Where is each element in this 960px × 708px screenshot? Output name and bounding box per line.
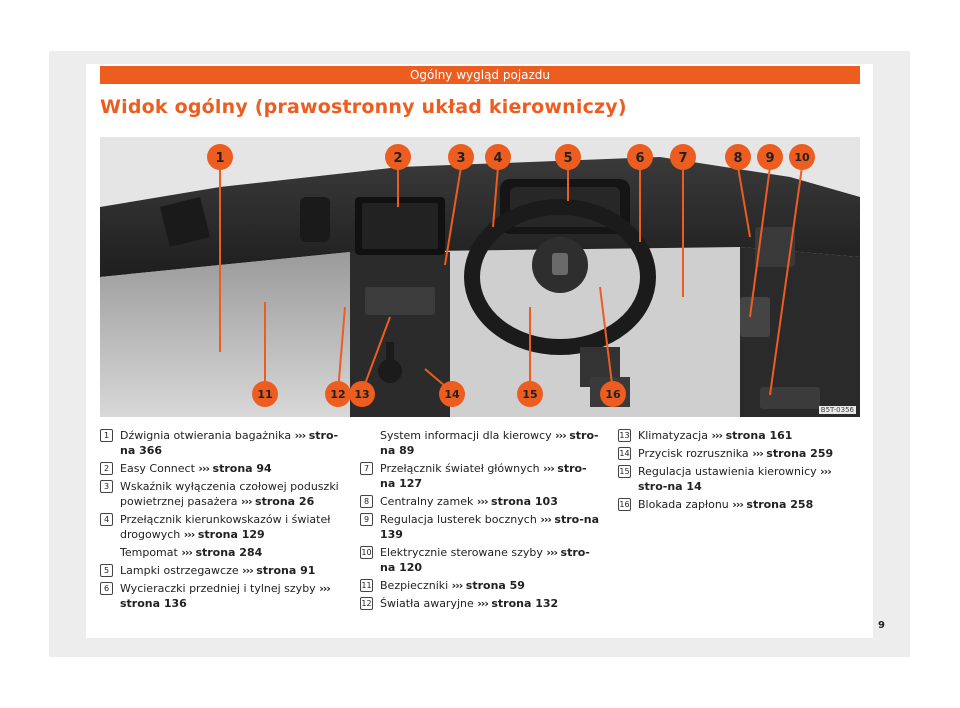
callout-6: [627, 144, 653, 170]
callout-16: [600, 381, 626, 407]
svg-text:7: 7: [678, 151, 688, 166]
svg-text:13: 13: [354, 388, 370, 401]
item-number: 1: [100, 429, 113, 442]
legend-item: 15 Regulacja ustawienia kierownicy ››› stro-na 14: [619, 465, 831, 493]
svg-text:16: 16: [605, 388, 621, 401]
svg-text:6: 6: [635, 151, 645, 166]
callout-8: [725, 144, 751, 170]
item-number: 11: [361, 581, 372, 590]
svg-text:1: 1: [215, 151, 225, 166]
callout-10: [789, 144, 815, 170]
item-number: 16: [619, 500, 630, 509]
svg-text:8: 8: [733, 151, 743, 166]
item-number: 6: [100, 582, 113, 595]
svg-text:3: 3: [456, 151, 466, 166]
item-number: 13: [619, 431, 630, 440]
callout-3: [448, 144, 474, 170]
callout-14: [439, 381, 465, 407]
legend-column-3: [618, 428, 858, 515]
callout-11: [252, 381, 278, 407]
legend-item: 9 Regulacja lusterek bocznych ››› stro-na 139: [360, 512, 600, 542]
item-number: 14: [619, 449, 630, 458]
svg-text:9: 9: [765, 151, 775, 166]
svg-text:2: 2: [393, 151, 403, 166]
svg-text:5: 5: [563, 151, 573, 166]
legend-item: 5 Lampki ostrzegawcze ››› strona 91: [100, 563, 340, 578]
item-number: 5: [100, 564, 113, 577]
callout-5: [555, 144, 581, 170]
item-number: 8: [360, 495, 373, 508]
svg-text:11: 11: [257, 388, 273, 401]
svg-text:14: 14: [444, 388, 460, 401]
section-title: Widok ogólny (prawostronny układ kierowniczy): [100, 96, 627, 118]
item-number: 3: [100, 480, 113, 493]
item-number: 2: [100, 462, 113, 475]
item-number: 10: [361, 548, 372, 557]
item-number: 4: [100, 513, 113, 526]
item-number: 15: [619, 467, 630, 476]
callout-1: [207, 144, 233, 170]
legend-item: 3 Wskaźnik wyłączenia czołowej poduszki powietrznej pasażera ››› strona 26: [100, 479, 340, 509]
svg-text:15: 15: [522, 388, 538, 401]
legend-item: 7 Przełącznik świateł głównych ››› stro-na 127: [360, 461, 600, 491]
legend-item: 6 Wycieraczki przedniej i tylnej szyby ››› strona 136: [100, 581, 340, 611]
callout-2: [385, 144, 411, 170]
legend-item: System informacji dla kierowcy ››› stro-na 89: [380, 429, 599, 457]
legend-column-2: [360, 428, 600, 614]
callout-15: [517, 381, 543, 407]
legend-item: 10 Elektrycznie sterowane szyby ››› stro-na 120: [361, 546, 590, 574]
legend-item: Tempomat ››› strona 284: [120, 546, 263, 559]
svg-text:12: 12: [330, 388, 346, 401]
item-number: 7: [360, 462, 373, 475]
legend-item: 13 Klimatyzacja ››› strona 161: [619, 429, 793, 442]
legend-item: 4 Przełącznik kierunkowskazów i świateł drogowych ››› strona 129: [100, 512, 340, 542]
legend-item: 8 Centralny zamek ››› strona 103: [360, 494, 600, 509]
legend-item: 16 Blokada zapłonu ››› strona 258: [619, 498, 814, 511]
figure-code: B5T-0356: [820, 406, 854, 414]
callout-7: [670, 144, 696, 170]
chapter-header: Ogólny wygląd pojazdu: [100, 66, 860, 84]
svg-text:4: 4: [493, 151, 503, 166]
legend-item: 14 Przycisk rozrusznika ››› strona 259: [619, 447, 834, 460]
page-number: 9: [878, 620, 885, 631]
callout-9: [757, 144, 783, 170]
item-number: 12: [361, 599, 372, 608]
legend-column-1: [100, 428, 340, 614]
callout-12: [325, 381, 351, 407]
item-number: 9: [360, 513, 373, 526]
callout-13: [349, 381, 375, 407]
legend-item: 11 Bezpieczniki ››› strona 59: [361, 579, 525, 592]
legend-item: 12 Światła awaryjne ››› strona 132: [361, 597, 559, 610]
legend-item: 2 Easy Connect ››› strona 94: [100, 461, 340, 476]
svg-text:10: 10: [794, 151, 810, 164]
dashboard-illustration: [100, 137, 860, 417]
dashboard-photo: [100, 137, 860, 417]
callout-4: [485, 144, 511, 170]
legend-item: 1 Dźwignia otwierania bagażnika ››› stro-na 366: [100, 428, 340, 458]
